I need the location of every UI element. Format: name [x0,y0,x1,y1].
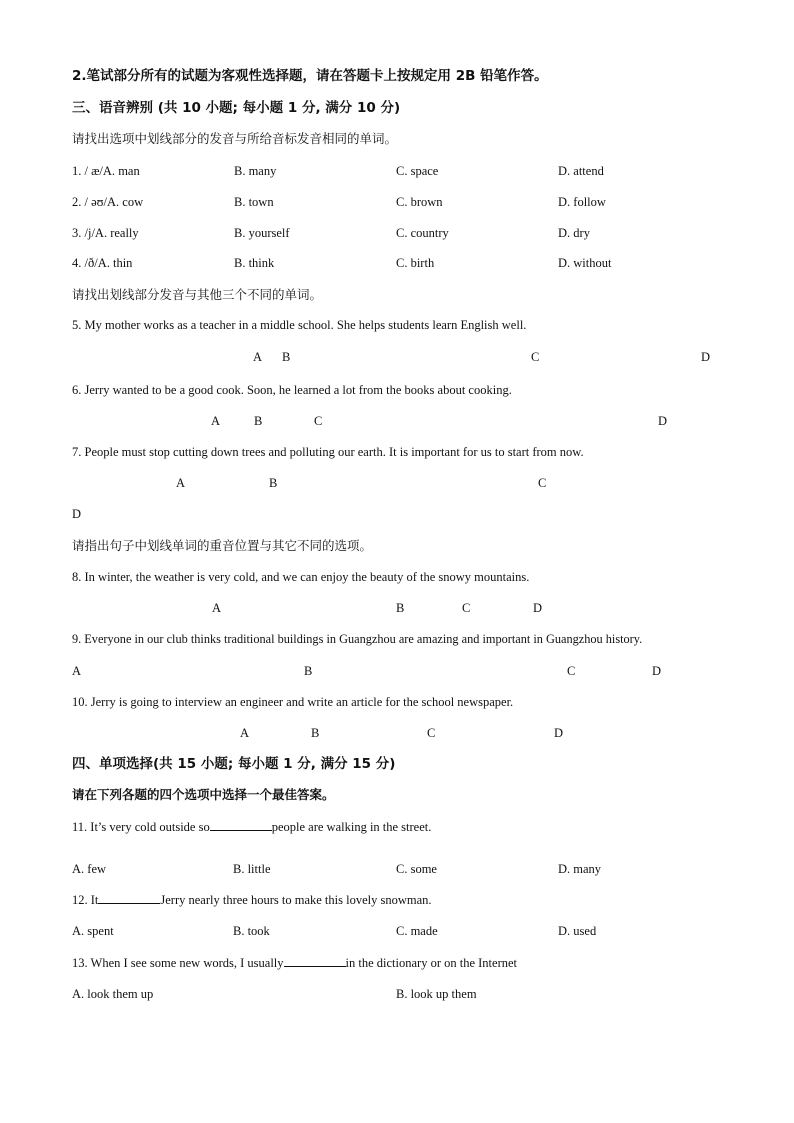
q6-label-d: D [658,414,668,428]
q10-label-d: D [554,726,564,740]
q5-label-a: A [253,350,263,364]
q10-label-b: B [311,726,320,740]
q1-number: 1. / æ/A. [72,164,116,178]
q4-option-c: C. birth [396,256,435,270]
q12-option-c: C. made [396,924,438,938]
q11-option-a: A. few [72,862,107,876]
q1-a-word: man [118,164,140,178]
q11-blank [210,819,272,831]
q12-stem-post: Jerry nearly three hours to make this lovely snowman. [160,893,432,907]
q2-option-c: C. brown [396,195,443,209]
q2-option-b: B. town [234,195,274,209]
q10-sentence: 10. Jerry is going to interview an engineer and write an article for the school newspaper. [72,695,514,709]
q10-label-c: C [427,726,436,740]
q2-a-word: cow [122,195,144,209]
q7-label-a: A [176,476,186,490]
section-3-instruction-a: 请找出选项中划线部分的发音与所给音标发音相同的单词。 [72,131,398,146]
q8-label-b: B [396,601,405,615]
q9-label-c: C [567,664,576,678]
q13-option-b: B. look up them [396,987,477,1001]
q8-sentence: 8. In winter, the weather is very cold, and we can enjoy the beauty of the snowy mountains. [72,570,530,584]
q4-a-word: thin [112,256,133,270]
q13-blank [284,955,346,967]
q8-label-d: D [533,601,543,615]
q9-sentence: 9. Everyone in our club thinks traditional buildings in Guangzhou are amazing and important in Guangzhou history. [72,632,643,646]
q3-number: 3. /j/A. [72,226,108,240]
q12-stem-pre: 12. It [72,893,99,907]
section-3-instruction-b: 请找出划线部分发音与其他三个不同的单词。 [72,287,323,302]
q3-option-b: B. yourself [234,226,290,240]
q11-option-c: C. some [396,862,437,876]
q13-stem-post: in the dictionary or on the Internet [345,956,518,970]
section-3-title: 三、语音辨别 (共 10 小题; 每小题 1 分, 满分 10 分) [72,100,401,116]
q4-option-a [72,255,132,271]
q7-label-c: C [538,476,547,490]
section-3-instruction-c: 请指出句子中划线单词的重音位置与其它不同的选项。 [72,538,373,553]
q11-stem [72,819,431,835]
section-4-title: 四、单项选择(共 15 小题; 每小题 1 分, 满分 15 分) [72,756,396,772]
q7-label-b: B [269,476,278,490]
q11-option-d: D. many [558,862,602,876]
q1-option-c: C. space [396,164,439,178]
q3-option-a [72,225,139,241]
q5-label-c: C [531,350,540,364]
q1-option-b: B. many [234,164,277,178]
q12-option-a: A. spent [72,924,114,938]
exam-instruction-note: 2.笔试部分所有的试题为客观性选择题，请在答题卡上按规定用 2B 铅笔作答。 [72,68,548,84]
q12-stem [72,892,432,908]
q7-sentence: 7. People must stop cutting down trees and polluting our earth. It is important for us to start from now. [72,445,584,459]
q5-sentence: 5. My mother works as a teacher in a middle school. She helps students learn English well. [72,318,527,332]
q11-option-b: B. little [233,862,271,876]
q6-label-a: A [211,414,221,428]
q8-label-a: A [212,601,222,615]
q9-label-a: A [72,664,82,678]
q4-number: 4. /ð/A. [72,256,110,270]
q6-sentence: 6. Jerry wanted to be a good cook. Soon, he learned a lot from the books about cooking. [72,383,512,397]
q6-label-b: B [254,414,263,428]
q2-option-d: D. follow [558,195,606,209]
q3-option-c: C. country [396,226,449,240]
q11-stem-post: people are walking in the street. [271,820,432,834]
q9-label-d: D [652,664,662,678]
q9-label-b: B [304,664,313,678]
q13-option-a: A. look them up [72,987,154,1001]
q3-option-d: D. dry [558,226,590,240]
q12-option-b: B. took [233,924,270,938]
q1-option-a [72,163,140,179]
q8-label-c: C [462,601,471,615]
section-4-instruction: 请在下列各题的四个选项中选择一个最佳答案。 [72,787,335,802]
q4-option-b: B. think [234,256,275,270]
q1-option-d: D. attend [558,164,604,178]
q2-option-a [72,194,143,210]
q12-option-d: D. used [558,924,597,938]
q13-stem [72,955,517,971]
q11-stem-pre: 11. It’s very cold outside so [72,820,210,834]
q7-label-d: D [72,507,82,521]
q3-a-word: really [110,226,139,240]
q12-blank [98,892,160,904]
q13-stem-pre: 13. When I see some new words, I usually [72,956,284,970]
q10-label-a: A [240,726,250,740]
q5-label-b: B [282,350,291,364]
q2-number: 2. / əʊ/A. [72,195,120,209]
q4-option-d: D. without [558,256,612,270]
q5-label-d: D [701,350,711,364]
q6-label-c: C [314,414,323,428]
